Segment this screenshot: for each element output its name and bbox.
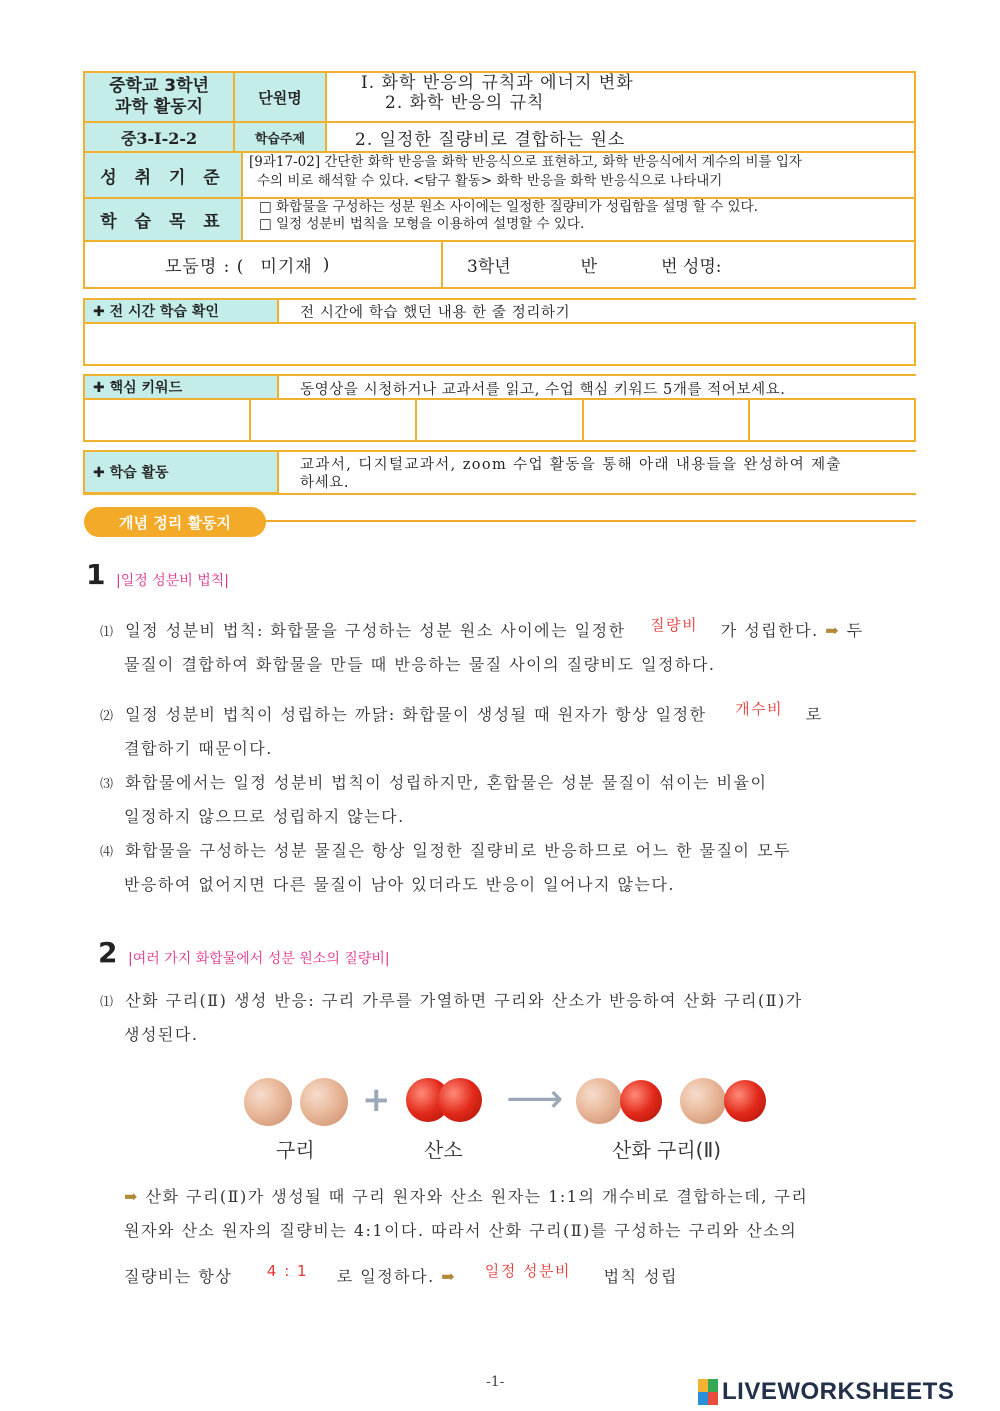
topic-cell [327,123,914,151]
p1-text-c: 두 [846,621,864,640]
explanation-text-b: 원자와 산소 원자의 질량비는 4:1이다. 따라서 산화 구리(Ⅱ)를 구성하는 구리와 산소의 [124,1221,798,1240]
part2-title: |여러 가지 화합물에서 성분 원소의 질량비| [128,951,390,967]
law-answer[interactable]: 일정 성분비 [484,1262,571,1280]
student-info-cell [443,242,914,287]
arrow-right-icon: ➡ [124,1187,139,1206]
standard-line-1: [9과17-02] 간단한 화학 반응을 화학 반응식으로 표현하고, 화학 반응식에서 계수의 비를 입자 [249,154,802,170]
explanation-text-d: 로 일정하다. [336,1267,435,1286]
oxygen-atom [724,1080,766,1122]
goal-cell [243,199,914,240]
explanation-text-e: 법칙 성립 [603,1267,678,1286]
explanation-text-c: 질량비는 항상 [124,1267,233,1286]
keyword-box-1[interactable] [85,400,251,440]
plus-sign: + [362,1080,391,1120]
part1-number: 1 [86,558,106,591]
keyword-box-4[interactable] [584,400,750,440]
label-oxygen: 산소 [424,1138,463,1162]
oxygen-atom [438,1078,482,1122]
standard-label: 성 취 기 준 [100,167,226,188]
activity-bottom-line [83,493,916,495]
keyword-box-3[interactable] [417,400,583,440]
p3-text-b: 일정하지 않으므로 성립하지 않는다. [124,807,405,826]
p1-number: ⑴ [100,625,115,640]
topic-text: 2. 일정한 질량비로 결합하는 원소 [355,129,626,150]
part2-number: 2 [98,936,118,969]
p3-text-a: 화합물에서는 일정 성분비 법칙이 성립하지만, 혼합물은 성분 물질이 섞이는 비율이 [125,773,768,792]
standard-line-2: 수의 비로 해석할 수 있다. <탐구 활동> 화학 반응을 화학 반응식으로 나타내기 [257,173,723,189]
label-copper: 구리 [276,1138,315,1162]
class-label: 반 [580,257,598,277]
copper-atom [576,1078,622,1124]
school-label: 중학교 3학년 [109,76,209,96]
p2-text-b: 로 [805,705,823,724]
p2-answer[interactable]: 개수비 [735,700,784,718]
group-cell [85,242,443,287]
oxygen-atom [620,1080,662,1122]
activity-desc-line-2: 하세요. [300,475,350,491]
explanation-a [124,1180,916,1214]
standard-cell [243,153,914,197]
keyword-box-5[interactable] [750,400,914,440]
p1-text-a: 일정 성분비 법칙: 화합물을 구성하는 성분 원소 사이에는 일정한 [125,621,626,640]
keyword-title: ✚ 핵심 키워드 [83,374,279,400]
review-answer-box[interactable] [83,322,916,366]
part2-p1-text-b: 생성된다. [124,1025,199,1044]
p1-text-d: 물질이 결합하여 화합물을 만들 때 반응하는 물질 사이의 질량비도 일정하다. [124,655,716,674]
activity-desc-line-1: 교과서, 디지털교과서, zoom 수업 활동을 통해 아래 내용들을 완성하여 제출 [300,457,842,473]
brand-text: LIVEWORKSHEETS [722,1378,955,1405]
brand-logo [698,1378,954,1406]
part1-p3 [100,766,920,802]
lesson-code: 중3-Ⅰ-2-2 [120,128,198,148]
page-number: -1- [486,1374,505,1390]
keyword-boxes [83,398,916,442]
unit-label: 단원명 [258,88,302,107]
brand-icon [698,1379,718,1405]
p1-answer[interactable]: 질량비 [650,616,699,634]
subject-label: 과학 활동지 [114,97,204,117]
part1-p4 [100,834,920,870]
reaction-arrow: ⟶ [506,1076,564,1122]
p2-text-a: 일정 성분비 법칙이 성립하는 까닭: 화합물이 생성될 때 원자가 항상 일정한 [125,705,707,724]
group-value[interactable]: 미기재 [260,257,313,277]
concept-line [262,520,916,522]
arrow-right-icon: ➡ [825,621,841,640]
explanation-text-a: 산화 구리(Ⅱ)가 생성될 때 구리 원자와 산소 원자는 1:1의 개수비로 결합하는데, 구리 [145,1187,809,1206]
header-table [83,71,916,289]
p4-text-b: 반응하여 없어지면 다른 물질이 남아 있더라도 반응이 일어나지 않는다. [124,875,675,894]
part2-p1-number: ⑴ [100,995,115,1010]
number-name-label: 번 성명: [661,257,722,277]
goal-label-cell [85,199,243,240]
explanation-c [124,1260,944,1294]
standard-label-cell [85,153,243,197]
part2-p1 [100,984,920,1020]
grade-label: 3학년 [467,257,511,277]
goal-line-2: □ 일정 성분비 법칙을 모형을 이용하여 설명할 수 있다. [259,216,585,232]
group-label: 모둠명 : ( [165,257,245,277]
keyword-box-2[interactable] [251,400,417,440]
p2-text-c: 결합하기 때문이다. [124,739,273,758]
part2-p1-text-a: 산화 구리(Ⅱ) 생성 반응: 구리 가루를 가열하면 구리와 산소가 반응하여 산화 구리(Ⅱ)가 [125,991,803,1010]
keyword-desc: 동영상을 시청하거나 교과서를 읽고, 수업 핵심 키워드 5개를 적어보세요. [300,382,786,398]
part1-title: |일정 성분비 법칙| [116,573,230,589]
copper-atom [300,1078,348,1126]
arrow-right-icon: ➡ [441,1267,457,1286]
unit-name-2: 2. 화학 반응의 규칙 [385,93,545,113]
label-copper-oxide: 산화 구리(Ⅱ) [612,1138,722,1162]
unit-name-cell [327,73,914,121]
review-desc: 전 시간에 학습 했던 내용 한 줄 정리하기 [300,305,571,321]
concept-pill: 개념 정리 활동지 [84,507,266,537]
topic-label: 학습주제 [254,131,306,147]
part1-p1 [100,614,920,650]
unit-label-cell [235,73,327,121]
mass-ratio-answer[interactable]: 4 : 1 [266,1262,309,1280]
review-title: ✚ 전 시간 학습 확인 [83,298,279,324]
activity-desc [300,456,912,492]
p2-number: ⑵ [100,709,115,724]
p1-text-b: 가 성립한다. [720,621,819,640]
activity-title: ✚ 학습 활동 [83,450,279,494]
reaction-model [240,1070,780,1170]
goal-line-1: □ 화합물을 구성하는 성분 원소 사이에는 일정한 질량비가 성립함을 설명 할 수 있다. [259,199,758,215]
topic-label-cell [235,123,327,151]
part1-p2 [100,698,920,734]
p3-number: ⑶ [100,777,115,792]
copper-atom [244,1078,292,1126]
copper-atom [680,1078,726,1124]
unit-name-1: Ⅰ. 화학 반응의 규칙과 에너지 변화 [361,73,634,93]
p4-text-a: 화합물을 구성하는 성분 물질은 항상 일정한 질량비로 반응하므로 어느 한 물질이 모두 [125,841,792,860]
code-cell [85,123,235,151]
school-subject-cell [85,73,235,121]
p4-number: ⑷ [100,845,115,860]
group-close: ) [322,254,331,275]
goal-label: 학 습 목 표 [100,212,226,232]
